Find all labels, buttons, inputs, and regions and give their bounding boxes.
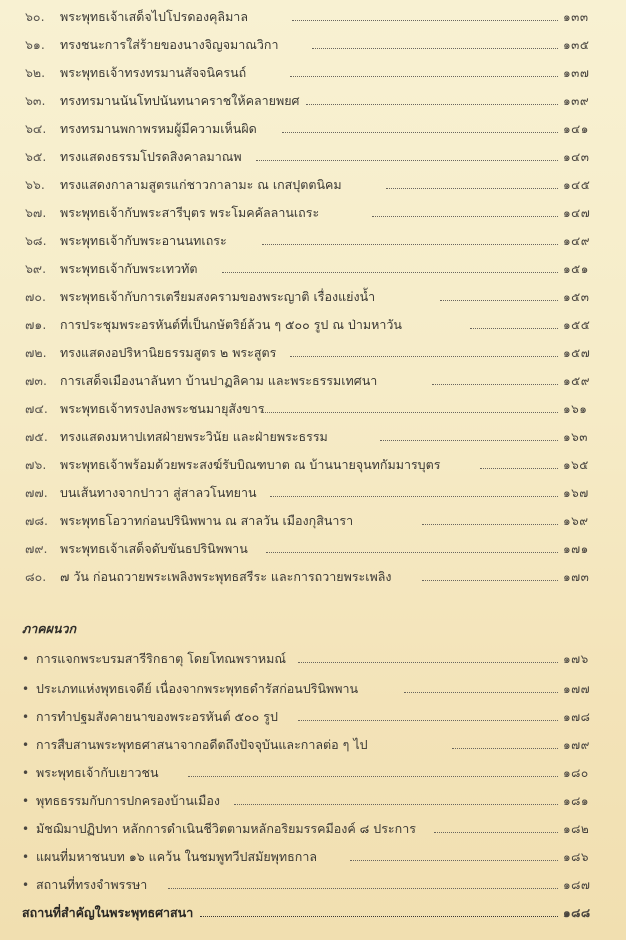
page-number: ๑๗๖	[563, 652, 589, 666]
appendix-entry[interactable]	[0, 845, 626, 869]
page-number: ๑๔๓	[563, 150, 590, 164]
toc-entry[interactable]	[0, 229, 626, 253]
page-number: ๑๖๑	[563, 402, 588, 416]
page-number: ๑๕๕	[563, 318, 591, 332]
chapter-number: ๗๖.	[25, 457, 47, 472]
dot-leader	[422, 580, 558, 581]
bullet-icon: •	[22, 710, 30, 724]
dot-leader	[372, 216, 558, 217]
dot-leader	[312, 48, 558, 49]
chapter-number: ๗๒.	[25, 345, 47, 360]
toc-entry[interactable]	[0, 537, 626, 561]
appendix-entry[interactable]	[0, 789, 626, 813]
chapter-title: พระพุทธเจ้ากับพระเทวทัต	[60, 261, 198, 276]
appendix-entry[interactable]	[0, 761, 626, 785]
page-number: ๑๓๗	[563, 66, 590, 80]
chapter-number: ๖๗.	[25, 205, 47, 220]
dot-leader	[452, 748, 558, 749]
chapter-title: บนเส้นทางจากปาวา สู่สาลวโนทยาน	[60, 485, 257, 500]
chapter-number: ๘๐.	[25, 569, 47, 584]
chapter-title: การประชุมพระอรหันต์ที่เป็นกษัตริย์ล้วน ๆ ๕๐๐ รูป ณ ป่ามหาวัน	[60, 317, 402, 332]
chapter-title: ทรงแสดงกาลามสูตรแก่ชาวกาลามะ ณ เกสปุตตนิคม	[60, 177, 342, 192]
toc-entry[interactable]	[0, 257, 626, 281]
appendix-title: แผนที่มหาชนบท ๑๖ แคว้น ในชมพูทวีปสมัยพุทธกาล	[36, 849, 317, 864]
dot-leader	[168, 888, 558, 889]
page-number: ๑๘๑	[563, 794, 589, 808]
dot-leader	[470, 328, 558, 329]
chapter-number: ๗๙.	[25, 541, 48, 556]
chapter-title: พระพุทธเจ้าเสด็จไปโปรดองคุลิมาล	[60, 9, 248, 24]
dot-leader	[222, 272, 558, 273]
appendix-title: พระพุทธเจ้ากับเยาวชน	[36, 765, 159, 780]
dot-leader	[282, 132, 558, 133]
chapter-number: ๖๖.	[25, 177, 45, 192]
dot-leader	[256, 160, 558, 161]
chapter-number: ๖๑.	[25, 37, 45, 52]
chapter-number: ๖๓.	[25, 93, 46, 108]
bullet-icon: •	[22, 766, 30, 780]
chapter-title: พระพุทธเจ้าทรงปลงพระชนมายุสังขาร	[60, 401, 265, 416]
toc-entry[interactable]	[0, 5, 626, 29]
page-number: ๑๖๕	[563, 458, 589, 472]
dot-leader	[422, 524, 558, 525]
chapter-number: ๗๔.	[25, 401, 48, 416]
bullet-icon: •	[22, 738, 30, 752]
bullet-icon: •	[22, 652, 30, 666]
chapter-number: ๖๘.	[25, 233, 47, 248]
page-number: ๑๕๗	[563, 346, 591, 360]
page-number: ๑๘๒	[563, 822, 590, 836]
dot-leader	[266, 552, 558, 553]
page-number: ๑๖๗	[563, 486, 589, 500]
chapter-title: ทรงแสดงธรรมโปรดสิงคาลมาณพ	[60, 149, 242, 164]
dot-leader	[188, 776, 558, 777]
toc-entry[interactable]	[0, 89, 626, 113]
chapter-title: พระพุทธเจ้ากับพระสารีบุตร พระโมคคัลลานเถระ	[60, 205, 320, 220]
appendix-entry[interactable]	[0, 733, 626, 757]
toc-entry[interactable]	[0, 453, 626, 477]
page-number: ๑๔๙	[563, 234, 590, 248]
dot-leader	[292, 20, 558, 21]
page-number: ๑๔๗	[563, 206, 591, 220]
appendix-entry[interactable]	[0, 677, 626, 701]
page-number: ๑๘๖	[563, 850, 589, 864]
bullet-icon: •	[22, 822, 30, 836]
appendix-title: การแจกพระบรมสารีริกธาตุ โดยโทณพราหมณ์	[36, 651, 286, 666]
appendix-title: การทำปฐมสังคายนาของพระอรหันต์ ๕๐๐ รูป	[36, 709, 278, 724]
page-number: ๑๓๙	[563, 94, 590, 108]
appendix-entry[interactable]	[0, 647, 626, 671]
appendix-title: การสืบสานพระพุทธศาสนาจากอดีตถึงปัจจุบันและกาลต่อ ๆ ไป	[36, 737, 368, 752]
dot-leader	[386, 188, 558, 189]
toc-entry[interactable]	[0, 341, 626, 365]
appendix-entry[interactable]	[0, 817, 626, 841]
dot-leader	[262, 412, 558, 413]
toc-entry[interactable]	[0, 33, 626, 57]
toc-entry[interactable]	[0, 369, 626, 393]
page-number: ๑๔๑	[563, 122, 589, 136]
appendix-title: มัชฌิมาปฏิปทา หลักการดำเนินชีวิตตามหลักอริยมรรคมีองค์ ๘ ประการ	[36, 821, 416, 836]
dot-leader	[440, 300, 558, 301]
chapter-number: ๗๓.	[25, 373, 47, 388]
bullet-icon: •	[22, 878, 30, 892]
page-number: ๑๕๙	[563, 374, 590, 388]
appendix-title: สถานที่ทรงจำพรรษา	[36, 877, 148, 892]
dot-leader	[290, 356, 558, 357]
page-number: ๑๕๓	[563, 290, 590, 304]
dot-leader	[290, 76, 558, 77]
dot-leader	[404, 692, 558, 693]
page-number: ๑๘๘	[563, 906, 591, 920]
chapter-title: ทรงแสดงอปริหานิยธรรมสูตร ๒ พระสูตร	[60, 345, 277, 360]
dot-leader	[298, 662, 558, 663]
appendix-title: ประเภทแห่งพุทธเจดีย์ เนื่องจากพระพุทธดำรัสก่อนปรินิพพาน	[36, 681, 359, 696]
toc-entry[interactable]	[0, 285, 626, 309]
toc-entry[interactable]	[0, 565, 626, 589]
page-number: ๑๔๕	[563, 178, 591, 192]
appendix-heading: ภาคผนวก	[22, 621, 77, 636]
page-number: ๑๘๐	[563, 766, 589, 780]
toc-entry[interactable]	[0, 145, 626, 169]
bullet-icon: •	[22, 794, 30, 808]
chapter-title: พระพุทธเจ้าพร้อมด้วยพระสงฆ์รับบิณฑบาต ณ บ้านนายจุนทกัมมารบุตร	[60, 457, 441, 472]
chapter-number: ๗๐.	[25, 289, 47, 304]
chapter-title: พระพุทธเจ้าเสด็จดับขันธปรินิพพาน	[60, 541, 248, 556]
page-number: ๑๗๑	[563, 542, 589, 556]
final-entry-title: สถานที่สำคัญในพระพุทธศาสนา	[22, 905, 194, 920]
toc-entry[interactable]	[0, 481, 626, 505]
dot-leader	[298, 720, 558, 721]
chapter-title: พระพุทธเจ้ากับการเตรียมสงครามของพระญาติ เรื่องแย่งน้ำ	[60, 289, 376, 304]
chapter-number: ๖๐.	[25, 9, 45, 24]
toc-entry[interactable]	[0, 313, 626, 337]
dot-leader	[306, 104, 558, 105]
chapter-title: ทรงแสดงมหาปเทสฝ่ายพระวินัย และฝ่ายพระธรรม	[60, 429, 328, 444]
chapter-number: ๗๕.	[25, 429, 48, 444]
toc-entry[interactable]	[0, 201, 626, 225]
chapter-title: พระพุทธเจ้ากับพระอานนทเถระ	[60, 233, 227, 248]
dot-leader	[380, 440, 558, 441]
dot-leader	[350, 860, 558, 861]
chapter-title: การเสด็จเมืองนาลันทา บ้านปาฏลิคาม และพระธรรมเทศนา	[60, 373, 378, 388]
page-number: ๑๖๙	[563, 514, 589, 528]
chapter-number: ๖๔.	[25, 121, 47, 136]
chapter-title: ทรงทรมานพกาพรหมผู้มีความเห็นผิด	[60, 121, 257, 136]
toc-entry-final[interactable]	[0, 901, 626, 925]
chapter-number: ๖๕.	[25, 149, 47, 164]
page-number: ๑๗๓	[563, 570, 590, 584]
page-number: ๑๖๓	[563, 430, 588, 444]
page-number: ๑๗๘	[563, 710, 591, 724]
dot-leader	[434, 832, 558, 833]
toc-entry[interactable]	[0, 397, 626, 421]
appendix-entry[interactable]	[0, 873, 626, 897]
toc-entry[interactable]	[0, 173, 626, 197]
chapter-number: ๖๙.	[25, 261, 47, 276]
dot-leader	[432, 384, 558, 385]
appendix-entry[interactable]	[0, 705, 626, 729]
chapter-title: พระพุทธเจ้าทรงทรมานสัจจนิครนถ์	[60, 65, 247, 80]
page-number: ๑๘๗	[563, 878, 591, 892]
chapter-number: ๗๘.	[25, 513, 49, 528]
toc-entry[interactable]	[0, 509, 626, 533]
page-number: ๑๗๗	[563, 682, 591, 696]
dot-leader	[270, 496, 558, 497]
page-number: ๑๓๓	[563, 10, 589, 24]
page-number: ๑๓๕	[563, 38, 590, 52]
chapter-title: ทรงชนะการใส่ร้ายของนางจิญจมาณวิกา	[60, 37, 279, 52]
dot-leader	[200, 916, 558, 917]
chapter-title: ทรงทรมานนันโทปนันทนาคราชให้คลายพยศ	[60, 93, 300, 108]
appendix-title: พุทธธรรมกับการปกครองบ้านเมือง	[36, 793, 221, 808]
chapter-number: ๗๑.	[25, 317, 47, 332]
bullet-icon: •	[22, 850, 30, 864]
dot-leader	[480, 468, 558, 469]
toc-entry[interactable]	[0, 117, 626, 141]
toc-entry[interactable]	[0, 61, 626, 85]
chapter-title: พระพุทธโอวาทก่อนปรินิพพาน ณ สาลวัน เมืองกุสินารา	[60, 513, 354, 528]
dot-leader	[234, 804, 558, 805]
page-number: ๑๕๑	[563, 262, 589, 276]
chapter-number: ๖๒.	[25, 65, 46, 80]
toc-entry[interactable]	[0, 425, 626, 449]
dot-leader	[262, 244, 558, 245]
bullet-icon: •	[22, 682, 30, 696]
page-number: ๑๗๙	[563, 738, 590, 752]
chapter-title: ๗ วัน ก่อนถวายพระเพลิงพระพุทธสรีระ และการถวายพระเพลิง	[60, 569, 392, 584]
chapter-number: ๗๗.	[25, 485, 48, 500]
